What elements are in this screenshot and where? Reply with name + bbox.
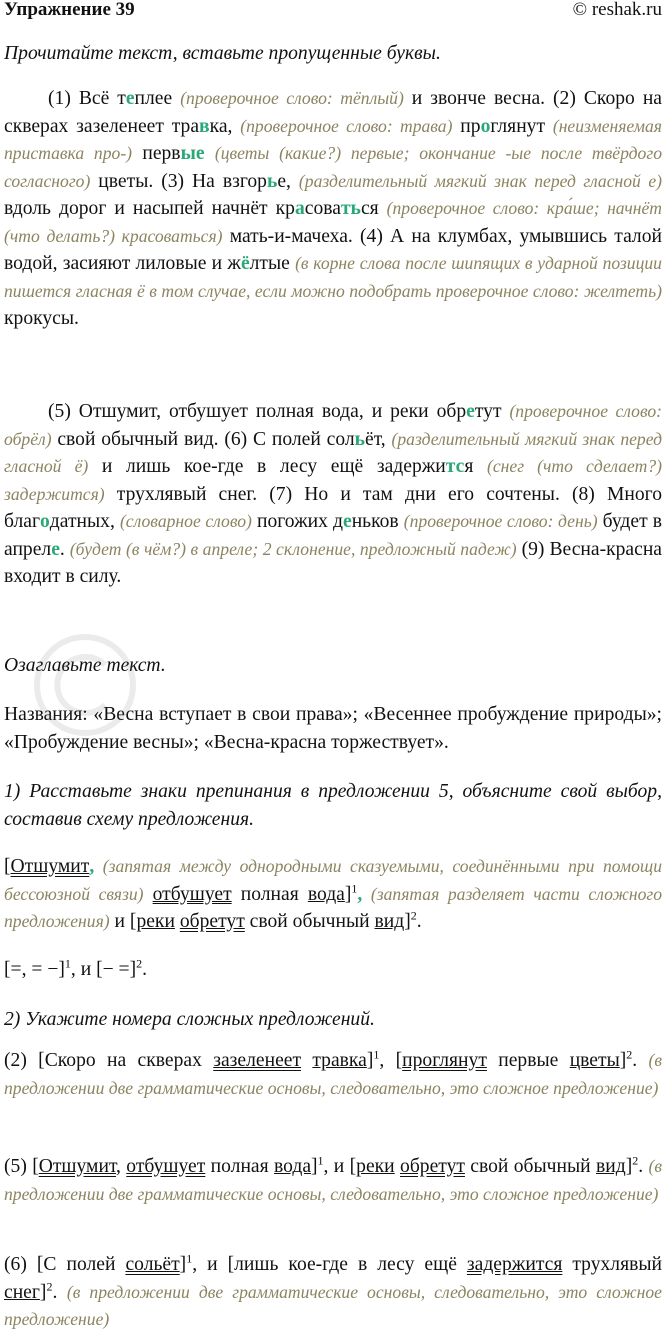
inserted-comma: , bbox=[89, 856, 95, 877]
comment: (запятая между однородными сказуемыми, соединёнными при помощи бессоюзной связи) bbox=[4, 856, 662, 904]
subject: реки bbox=[356, 1156, 395, 1177]
text: мать-и-мачеха. (4) А на клумбах, умывшись талой водой, засияют лиловые и ж bbox=[4, 225, 662, 274]
text: трухлявый снег. (7) Но и там дни его сочтены. (8) Много благ bbox=[4, 483, 662, 532]
comment: (будет (в чём?) в апреле; 2 склонение, предложный падеж) bbox=[69, 538, 517, 559]
predicate: Отшумит bbox=[10, 856, 90, 877]
part-number: 2 bbox=[46, 1278, 53, 1293]
part-number: 2 bbox=[626, 1047, 633, 1062]
exercise-title: Упражнение 39 bbox=[4, 0, 135, 20]
comment: (словарное слово) bbox=[119, 511, 252, 531]
text: . bbox=[142, 959, 148, 980]
subject: снег bbox=[4, 1281, 40, 1303]
comment: (проверочное слово: тёплый) bbox=[180, 88, 404, 108]
header bbox=[4, 0, 662, 22]
text: ] bbox=[625, 1156, 633, 1177]
inserted-comma: , bbox=[357, 883, 363, 905]
complex-sentence-2 bbox=[4, 1047, 662, 1102]
predicate: обретут bbox=[400, 1156, 465, 1177]
text: (1) Всё т bbox=[48, 88, 126, 109]
part-number: 2 bbox=[410, 908, 417, 923]
subject: цветы bbox=[569, 1050, 620, 1071]
text: ньков bbox=[351, 511, 404, 532]
text: (2) [Скоро на скверах bbox=[4, 1050, 214, 1071]
text: ] bbox=[619, 1050, 627, 1071]
predicate: задержится bbox=[466, 1254, 563, 1275]
part-number: 1 bbox=[64, 956, 71, 971]
text: полная bbox=[205, 1156, 274, 1177]
text: (6) [С полей bbox=[4, 1254, 126, 1275]
text-paragraph-2 bbox=[4, 398, 662, 591]
inserted-letter: е bbox=[51, 538, 60, 560]
comment: (проверочное слово: день) bbox=[403, 511, 598, 531]
bracket: ] bbox=[404, 911, 411, 932]
text: будет в апрел bbox=[4, 511, 662, 560]
text: ёт, bbox=[365, 428, 392, 450]
bracket: [ bbox=[4, 856, 11, 877]
text: ] bbox=[311, 1156, 318, 1177]
text: я bbox=[464, 456, 487, 477]
text: вдоль дорог и насыпей начнёт кр bbox=[4, 198, 295, 219]
comment: (неизменяемая приставка про-) bbox=[4, 115, 662, 163]
text: погожих д bbox=[251, 511, 343, 532]
inserted-letter: е bbox=[125, 88, 135, 109]
predicate: Отшумит bbox=[38, 1156, 117, 1177]
comment: (проверочное слово: обрёл) bbox=[4, 401, 663, 449]
inserted-letter: ь bbox=[266, 170, 278, 192]
text: . bbox=[632, 1050, 649, 1071]
inserted-letter: ь bbox=[354, 428, 366, 450]
inserted-ending: ые bbox=[180, 143, 205, 164]
text: ] bbox=[39, 1281, 47, 1303]
comment: (запятая разделяет части сложного предложения) bbox=[4, 883, 663, 931]
comment: (проверочное слово: трава) bbox=[240, 115, 453, 136]
subject: травка bbox=[312, 1050, 367, 1071]
text: полная bbox=[231, 883, 308, 905]
subject: вода bbox=[307, 883, 345, 905]
comment: (в предложении две грамматические основы, следовательно, это сложное предложение) bbox=[4, 1050, 663, 1098]
inserted-letter: о bbox=[40, 511, 50, 532]
subject: вода bbox=[274, 1156, 312, 1177]
comment: (в предложении две грамматические основы, следовательно, это сложное предложение) bbox=[4, 1156, 663, 1204]
subject: реки bbox=[136, 911, 175, 932]
text: пр bbox=[452, 115, 481, 137]
text: ся bbox=[360, 198, 387, 219]
question-title: Озаглавьте текст. bbox=[4, 655, 166, 676]
part-number: 1 bbox=[351, 880, 358, 895]
text: свой обычный вид. (6) С полей сол bbox=[51, 428, 355, 450]
text: глянут bbox=[490, 115, 553, 137]
text: . bbox=[59, 538, 70, 560]
predicate: проглянут bbox=[402, 1050, 487, 1071]
text: лтые bbox=[249, 253, 296, 274]
text-paragraph-1 bbox=[4, 85, 662, 333]
inserted-letter: а bbox=[294, 198, 305, 219]
question-2: 2) Укажите номера сложных предложений. bbox=[4, 1009, 375, 1030]
question-1: 1) Расставьте знаки препинания в предложении 5, объясните свой выбор, составив схему предложения. bbox=[4, 781, 662, 830]
scheme-part: , и [− =] bbox=[70, 959, 137, 980]
text: первые bbox=[486, 1050, 570, 1071]
comment: (снег (что сделает?) задержится) bbox=[4, 456, 662, 504]
part-number: 2 bbox=[632, 1153, 639, 1168]
part-number: 1 bbox=[186, 1251, 193, 1266]
text: е, bbox=[277, 170, 299, 192]
inserted-letter: е bbox=[466, 401, 475, 422]
text: датных, bbox=[49, 511, 120, 532]
predicate: отбушует bbox=[126, 1156, 206, 1177]
text: (5) [ bbox=[4, 1156, 39, 1177]
text: и лишь кое-где в лесу ещё задержи bbox=[88, 456, 446, 477]
predicate: зазеленеет bbox=[213, 1050, 302, 1071]
inserted-letter: ть bbox=[340, 198, 361, 219]
inserted-letter: е bbox=[342, 511, 352, 532]
text: , и [ bbox=[323, 1156, 357, 1177]
text: сова bbox=[304, 198, 341, 219]
task-instruction: Прочитайте текст, вставьте пропущенные буквы. bbox=[4, 43, 441, 64]
comment: (в предложении две грамматические основы, следовательно, это сложное предложение) bbox=[4, 1281, 662, 1329]
text: , bbox=[116, 1156, 127, 1177]
predicate: сольёт bbox=[125, 1254, 180, 1275]
part-number: 1 bbox=[317, 1153, 324, 1168]
complex-sentence-6 bbox=[4, 1251, 662, 1334]
part-number: 1 bbox=[373, 1047, 380, 1062]
text: , и [лишь кое-где в лесу ещё bbox=[192, 1254, 467, 1275]
comment: (в корне слова после шипящих в ударной позиции пишется гласная ё в том случае, если можно подобрать проверочное слово: желтеть) bbox=[4, 253, 662, 301]
comment: (разделительный мягкий знак перед гласной е) bbox=[298, 170, 662, 191]
text bbox=[205, 143, 215, 164]
text: плее bbox=[134, 88, 181, 109]
complex-sentence-5 bbox=[4, 1153, 662, 1208]
object: вид bbox=[596, 1156, 626, 1177]
text: (9) Весна-красна входит в силу. bbox=[4, 538, 662, 587]
text: . bbox=[416, 911, 422, 932]
comment: (проверочное слово: кра́ше; начнёт (что делать?) красоваться) bbox=[4, 198, 663, 246]
inserted-letter: в bbox=[199, 115, 210, 137]
text: . bbox=[52, 1281, 67, 1303]
text: свой обычный bbox=[244, 911, 375, 932]
text: . bbox=[638, 1156, 649, 1177]
answer-1 bbox=[4, 853, 662, 936]
inserted-letter: ё bbox=[240, 253, 250, 274]
text: крокусы. bbox=[4, 308, 79, 329]
text: ка, bbox=[209, 115, 241, 137]
predicate: отбушует bbox=[152, 883, 232, 905]
inserted-letter: тс bbox=[445, 456, 465, 477]
text: ] bbox=[366, 1050, 374, 1071]
text bbox=[144, 884, 153, 905]
scheme-part: [=, = −] bbox=[4, 959, 65, 980]
text bbox=[301, 1050, 312, 1071]
object: вид bbox=[374, 911, 405, 932]
text: трухлявый bbox=[562, 1254, 662, 1275]
text: цветы. (3) На взгор bbox=[90, 170, 267, 192]
text: и звонче весна. (2) Скоро на скверах зазеленеет тра bbox=[4, 88, 663, 137]
site-label: © reshak.ru bbox=[572, 0, 662, 20]
inserted-letter: о bbox=[480, 115, 491, 137]
predicate: обретут bbox=[179, 911, 245, 932]
comment: (разделительный мягкий знак перед гласной ё) bbox=[4, 428, 662, 476]
text: свой обычный bbox=[464, 1156, 597, 1177]
bracket: ] bbox=[344, 883, 352, 905]
comment: (цветы (какие?) первые; окончание -ые после твёрдого согласного) bbox=[4, 143, 662, 191]
part-number: 2 bbox=[136, 956, 143, 971]
title-options: Названия: «Весна вступает в свои права»; «Весеннее пробуждение природы»; «Пробуждение весны»; «Весна-красна торжествует». bbox=[4, 704, 662, 753]
sentence-scheme bbox=[4, 956, 662, 984]
text: (5) Отшумит, отбушует полная вода, и реки обр bbox=[48, 401, 467, 422]
text: перв bbox=[132, 143, 181, 164]
text: тут bbox=[474, 401, 510, 422]
text: и [ bbox=[109, 911, 137, 932]
text: , [ bbox=[379, 1050, 403, 1071]
text: ] bbox=[179, 1254, 187, 1275]
